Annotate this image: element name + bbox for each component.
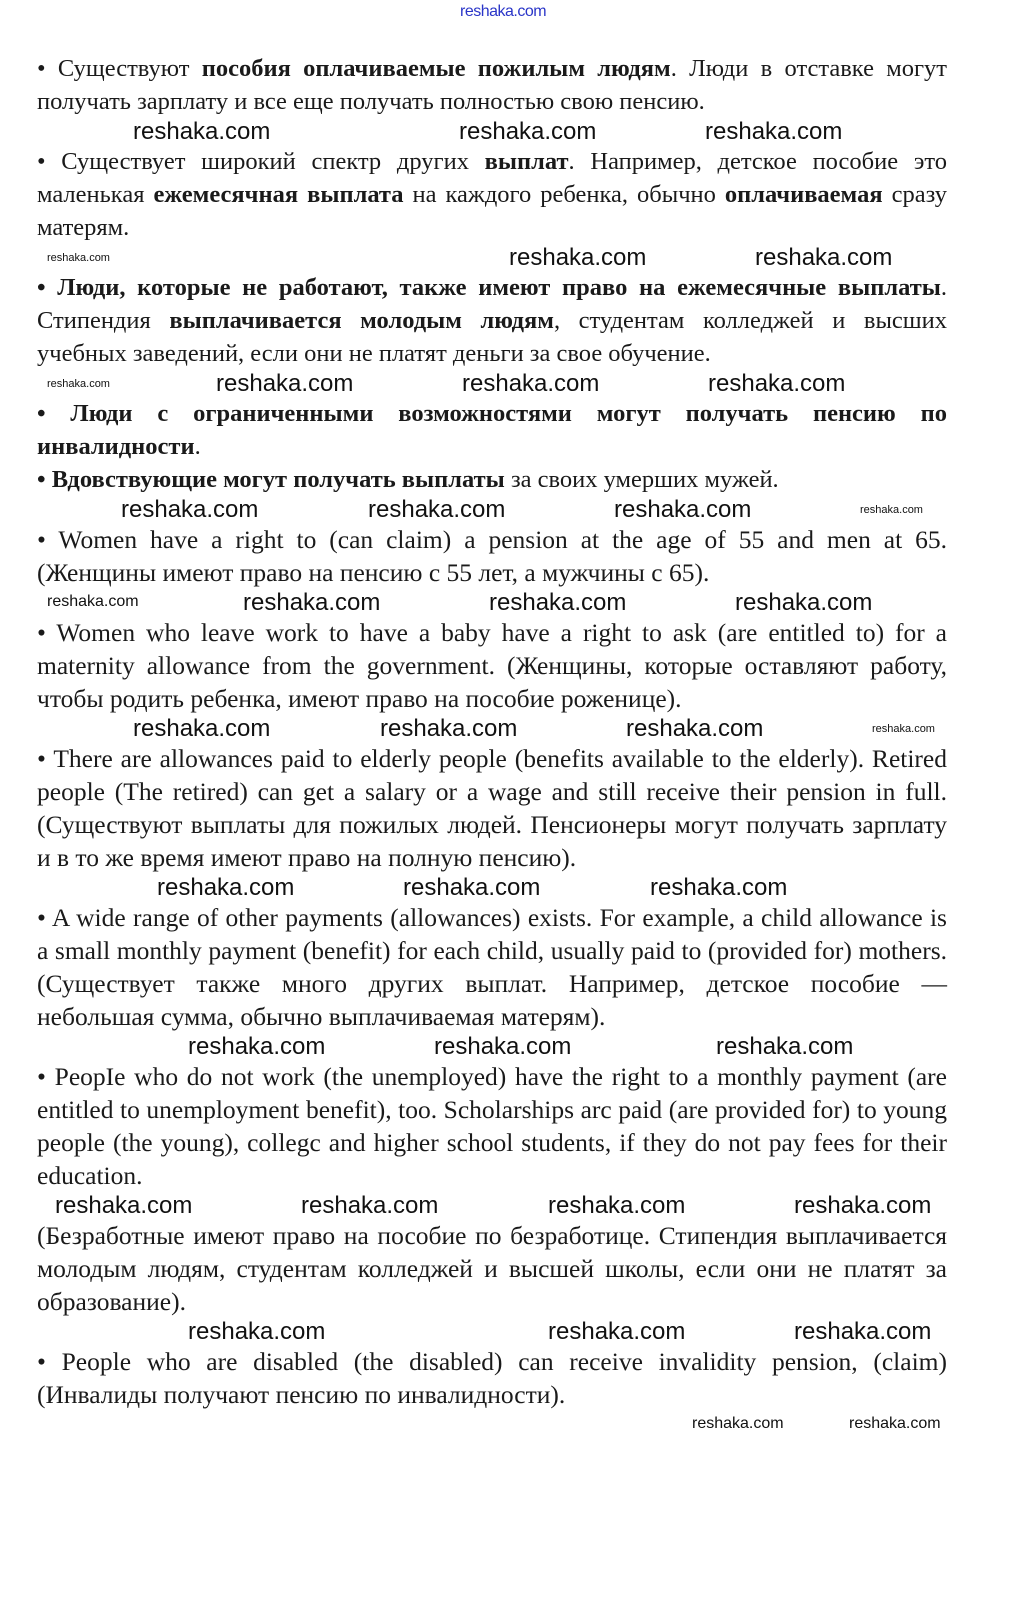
text: . (194, 433, 201, 460)
text: • People who are disabled (the disabled) can receive invalidity pension, (claim) (Инвалиды получают пенсию по инвалидности). (37, 1347, 947, 1409)
paragraph-maternity (37, 616, 947, 715)
watermark: reshaka.com (794, 1318, 932, 1345)
text: . Люди в отставке могут получать зарплату и все еще получать полностью свою пенсию. (37, 55, 947, 115)
watermark-row (37, 118, 947, 145)
bold-text: выплачивается молодым людям (169, 307, 554, 334)
text: , студентам колледжей и высших учебных заведений, если они не платят деньги за свое обучение. (37, 307, 948, 367)
text: • There are allowances paid to elderly people (benefits available to the elderly). Retired people (The retired) can get a salary or a wage and still receive their pension in full. (Существуют выплаты для пожилых людей. Пенсионеры могут получать зарплату и в то же время имеют право на полную пенсию). (37, 744, 947, 872)
watermark: reshaka.com (860, 504, 923, 516)
text: . Стипендия (37, 274, 947, 334)
watermark: reshaka.com (121, 496, 259, 523)
watermark: reshaka.com (489, 589, 627, 616)
watermark: reshaka.com (462, 370, 600, 397)
watermark: reshaka.com (509, 244, 647, 271)
text: (Безработные имеют право на пособие по безработице. Стипендия выплачивается молодым людям, студентам колледжей и высшей школы, если они не платят за образование). (37, 1221, 947, 1316)
text: • PeopIe who do not work (the unemployed) have the right to a monthly payment (are entitled to unemployment benefit), too. Scholarships arc paid (are provided for) to young people (the young), collegc and higher school students, if they do not pay fees for their education. (37, 1062, 947, 1190)
watermark: reshaka.com (301, 1192, 439, 1219)
watermark: reshaka.com (755, 244, 893, 271)
paragraph-elderly-ru (37, 52, 947, 118)
watermark: reshaka.com (708, 370, 846, 397)
watermark: reshaka.com (614, 496, 752, 523)
watermark: reshaka.com (47, 378, 110, 390)
bold-text: оплачиваемая (724, 181, 883, 208)
watermark: reshaka.com (216, 370, 354, 397)
watermark: reshaka.com (403, 874, 541, 901)
watermark: reshaka.com (650, 874, 788, 901)
watermark: reshaka.com (548, 1318, 686, 1345)
watermark: reshaka.com (157, 874, 295, 901)
watermark-row (37, 1192, 947, 1219)
watermark-row (37, 874, 947, 901)
watermark: reshaka.com (133, 715, 271, 742)
watermark: reshaka.com (47, 252, 110, 264)
paragraph-unemployed-ru (37, 271, 947, 370)
watermark: reshaka.com (692, 1415, 784, 1432)
text: сразу матерям. (37, 181, 947, 241)
bold-text: пособия оплачиваемые пожилым людям (201, 55, 671, 82)
text: за своих умерших мужей. (504, 466, 779, 493)
text: • Существуют (37, 55, 202, 82)
text: на каждого ребенка, обычно (403, 181, 725, 208)
watermark: reshaka.com (794, 1192, 932, 1219)
paragraph-widows-ru (37, 463, 947, 496)
bold-text: • Люди, которые не работают, также имеют право на ежемесячные выплаты (37, 274, 941, 301)
watermark-row (37, 496, 947, 523)
watermark: reshaka.com (188, 1318, 326, 1345)
text: • Women who leave work to have a baby have a right to ask (are entitled to) for a maternity allowance from the government. (Женщины, которые оставляют работу, чтобы родить ребенка, имеют право на пособие роженице). (37, 618, 947, 713)
watermark: reshaka.com (626, 715, 764, 742)
watermark: reshaka.com (872, 723, 935, 735)
paragraph-unemployed (37, 1060, 947, 1192)
watermark-header: reshaka.com (460, 3, 547, 20)
watermark: reshaka.com (459, 118, 597, 145)
paragraph-child-allowance (37, 901, 947, 1033)
watermark-row (37, 589, 947, 616)
watermark: reshaka.com (133, 118, 271, 145)
watermark: reshaka.com (716, 1033, 854, 1060)
watermark: reshaka.com (188, 1033, 326, 1060)
watermark-row (37, 1411, 947, 1438)
watermark-row (37, 1033, 947, 1060)
watermark-row (37, 244, 947, 271)
bold-text: ежемесячная выплата (153, 181, 404, 208)
watermark: reshaka.com (434, 1033, 572, 1060)
watermark: reshaka.com (705, 118, 843, 145)
paragraph-elderly (37, 742, 947, 874)
paragraph-unemployed-translation (37, 1219, 947, 1318)
watermark: reshaka.com (735, 589, 873, 616)
document-page (37, 52, 947, 1438)
watermark: reshaka.com (548, 1192, 686, 1219)
watermark: reshaka.com (849, 1415, 941, 1432)
text: • Women have a right to (can claim) a pension at the age of 55 and men at 65. (Женщины имеют право на пенсию с 55 лет, а мужчины с 65). (37, 525, 947, 587)
watermark-row (37, 370, 947, 397)
watermark: reshaka.com (380, 715, 518, 742)
bold-text: • Люди с ограниченными возможностями могут получать пенсию по инвалидности (37, 400, 947, 460)
bold-text: • Вдовствующие могут получать выплаты (37, 466, 505, 493)
bold-text: выплат (484, 148, 569, 175)
watermark: reshaka.com (55, 1192, 193, 1219)
watermark: reshaka.com (243, 589, 381, 616)
watermark-row (37, 1318, 947, 1345)
text: • A wide range of other payments (allowances) exists. For example, a child allowance is a small monthly payment (benefit) for each child, usually paid to (provided for) mothers. (Существует также много других выплат. Например, детское пособие — небольшая сумма, обычно выплачиваемая матерям). (37, 903, 947, 1031)
text: . Например, детское пособие это маленькая (37, 148, 947, 208)
watermark: reshaka.com (47, 593, 139, 610)
paragraph-payments-ru (37, 145, 947, 244)
paragraph-disabled-ru (37, 397, 947, 463)
paragraph-pension-age (37, 523, 947, 589)
watermark-row (37, 715, 947, 742)
paragraph-disabled (37, 1345, 947, 1411)
text: • Существует широкий спектр других (37, 148, 485, 175)
watermark: reshaka.com (368, 496, 506, 523)
